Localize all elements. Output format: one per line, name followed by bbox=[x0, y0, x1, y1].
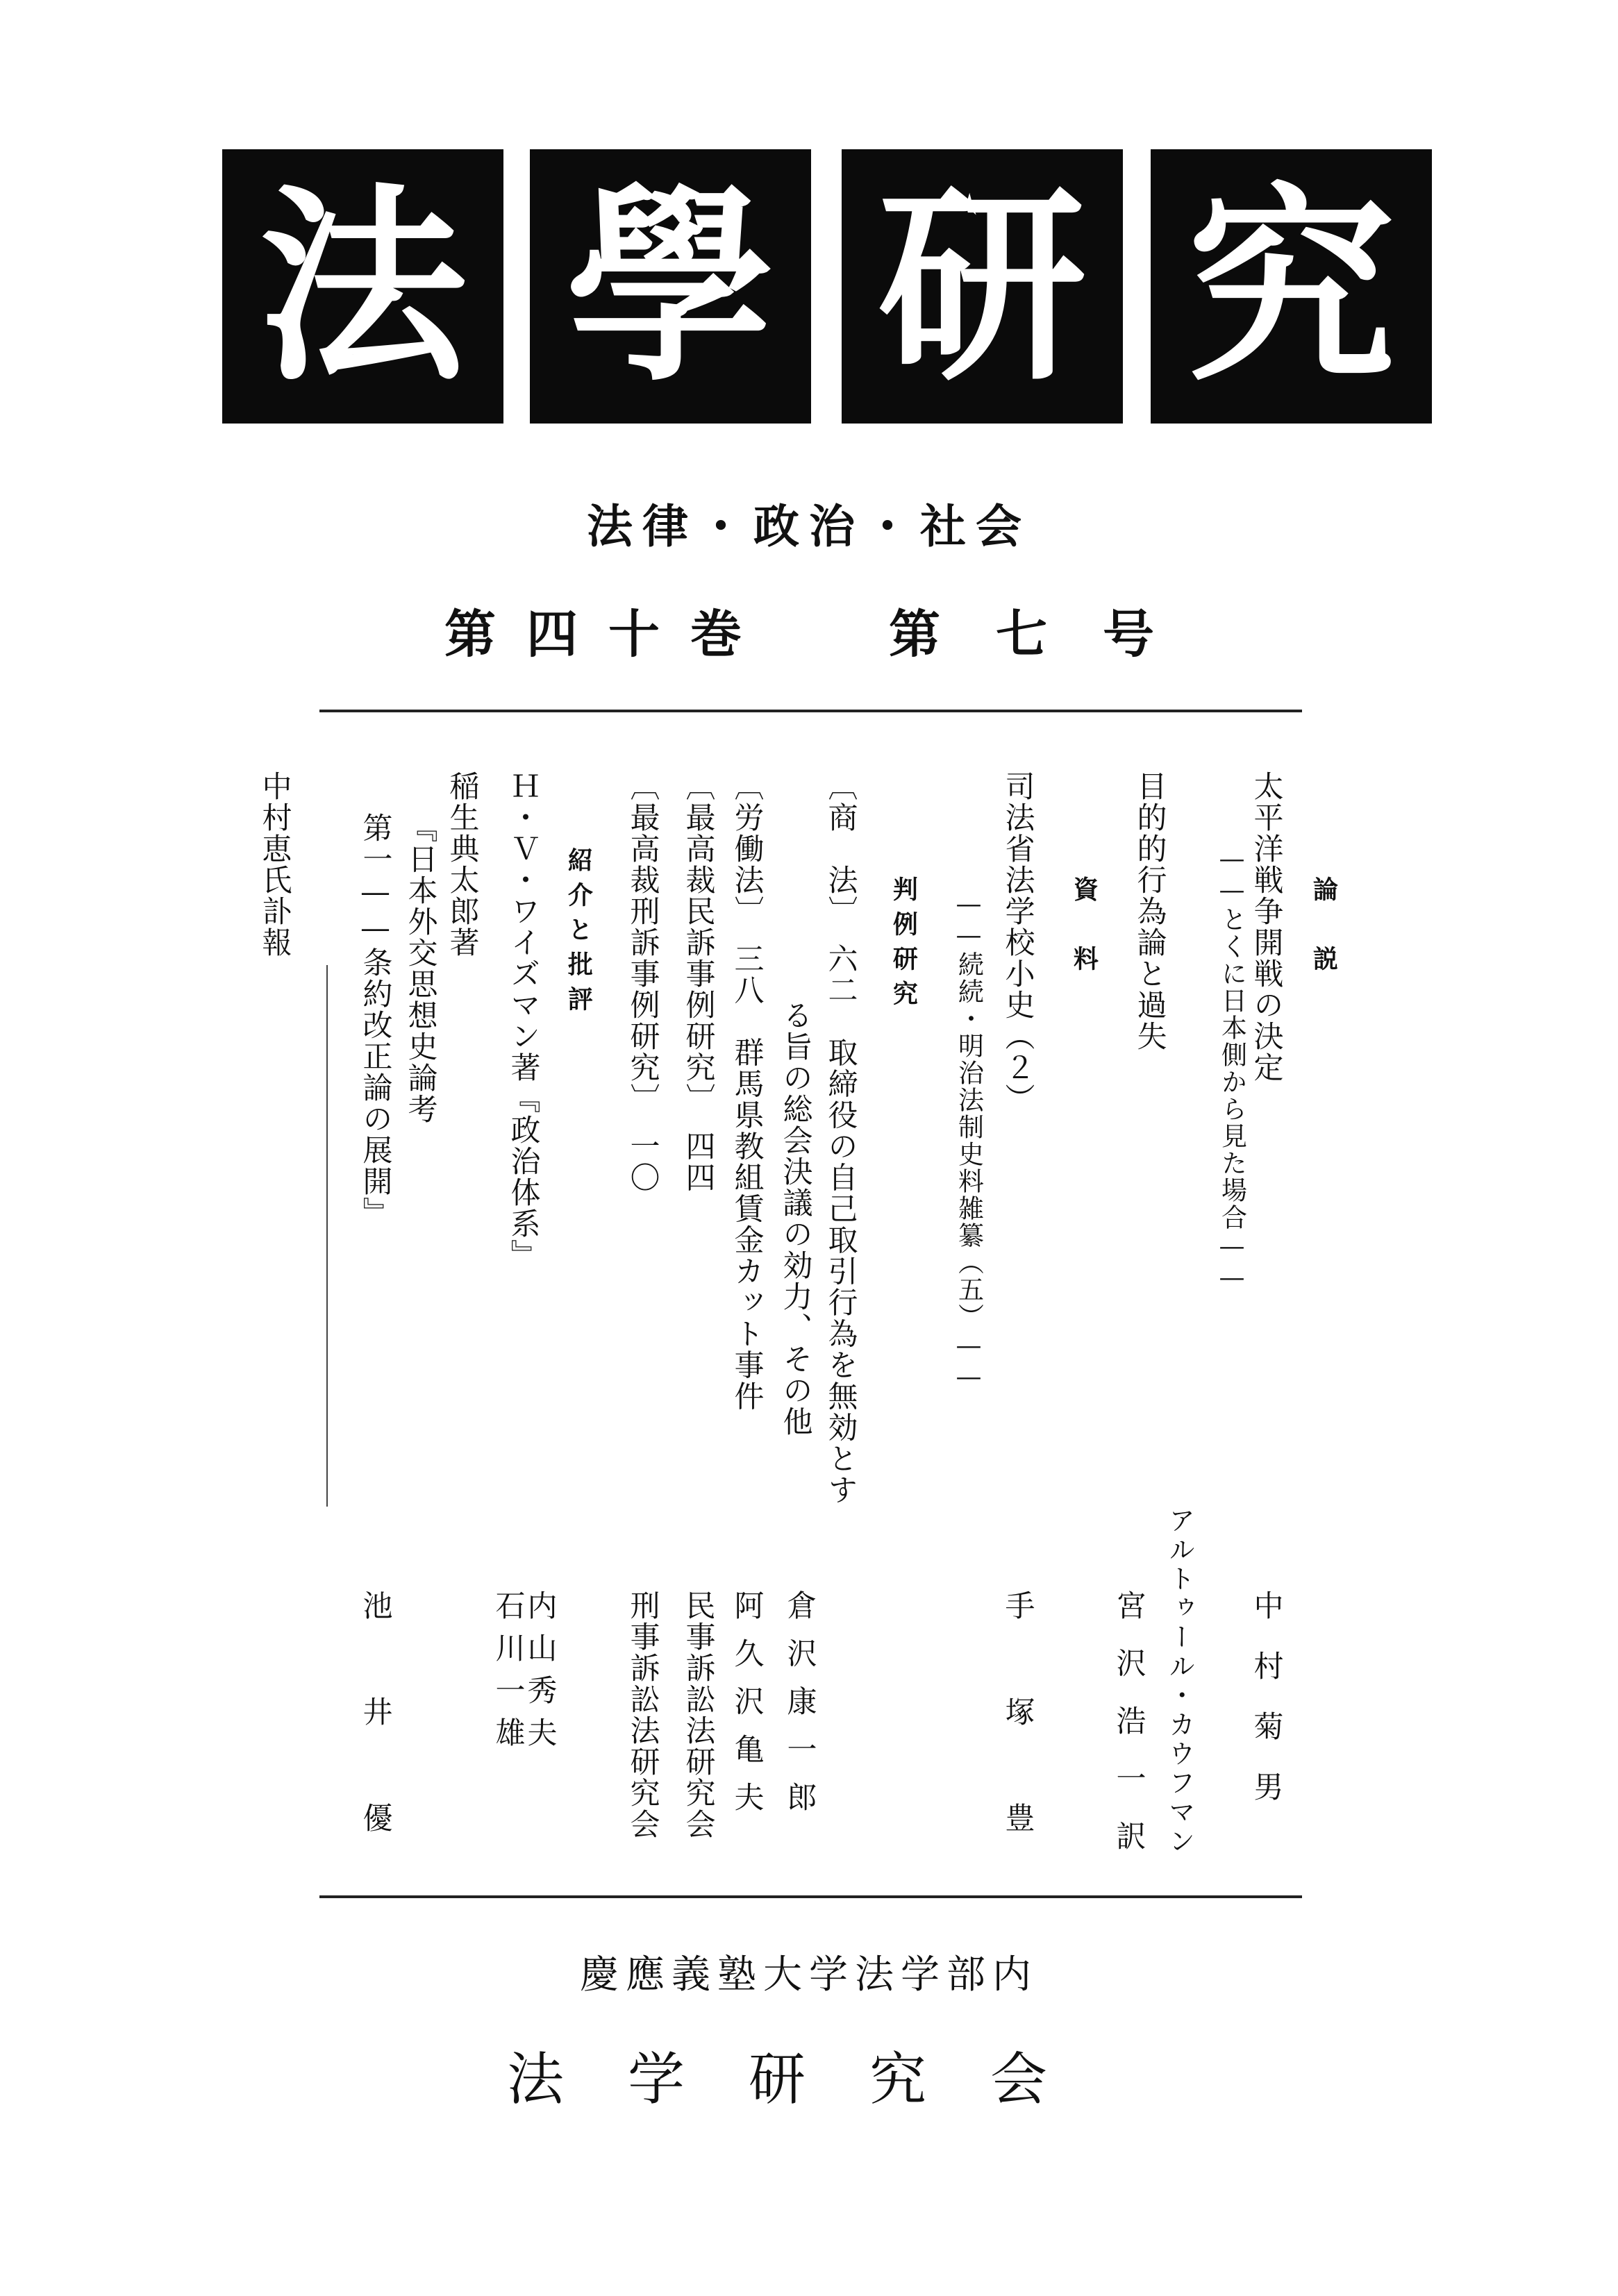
hanrei1-title[interactable]: 〔商 法〕 六二 取締役の自己取引行為を無効とす bbox=[823, 771, 858, 1506]
hanrei4-title[interactable]: 〔最高裁刑訴事例研究〕 一〇 bbox=[625, 771, 660, 1193]
article2-title[interactable]: 目的的行為論と過失 bbox=[1132, 771, 1167, 1052]
obituary-divider bbox=[326, 965, 328, 1507]
top-divider bbox=[319, 710, 1302, 712]
masthead-char-1: 法 bbox=[222, 149, 503, 424]
masthead-char-4: 究 bbox=[1151, 149, 1432, 424]
hanrei1-title-cont: る旨の総会決議の効力、その他 bbox=[778, 1000, 813, 1437]
masthead-char-3: 研 bbox=[842, 149, 1123, 424]
article1-subtitle: ——とくに日本側から見た場合—— bbox=[1217, 844, 1247, 1293]
masthead-char-2: 學 bbox=[530, 149, 811, 424]
review2-reviewer: 池井優 bbox=[358, 1590, 393, 1909]
section-shokai: 紹介と批評 bbox=[564, 847, 593, 1021]
hanrei2-title[interactable]: 〔労働法〕 三八 群馬県教組賃金カット事件 bbox=[729, 771, 765, 1412]
volume-label: 第四十巻 bbox=[444, 605, 772, 664]
hanrei4-author: 刑事訴訟法研究会 bbox=[625, 1590, 660, 1840]
section-ronsetsu: 論 説 bbox=[1309, 876, 1338, 980]
publisher-affiliation: 慶應義塾大学法学部内 bbox=[580, 1952, 1038, 1997]
publisher-name: 法学研究会 bbox=[506, 2047, 1111, 2113]
article3-subtitle: ——続続・明治法制史料雑纂（五）—— bbox=[953, 889, 984, 1393]
hanrei3-title[interactable]: 〔最高裁民訴事例研究〕 四四 bbox=[681, 771, 716, 1193]
number-label: 第七号 bbox=[889, 605, 1210, 664]
bottom-divider bbox=[319, 1895, 1302, 1898]
article3-author: 手塚豊 bbox=[1000, 1590, 1035, 1909]
article1-author: 中村菊男 bbox=[1249, 1590, 1284, 1832]
article1-title[interactable]: 太平洋戦争開戦の決定 bbox=[1249, 771, 1284, 1083]
review2-title-line1[interactable]: 『日本外交思想史論考 bbox=[403, 812, 438, 1125]
article2-author-original: アルトゥール・カウフマン bbox=[1164, 1507, 1195, 1857]
article2-translator: 宮沢浩一訳 bbox=[1111, 1590, 1146, 1878]
review1-author-2: 石川一雄 bbox=[490, 1590, 526, 1759]
review1-title[interactable]: Ｈ・Ｖ・ワイズマン著『政治体系』 bbox=[506, 771, 541, 1271]
review2-title-line2[interactable]: 第一——条約改正論の展開』 bbox=[358, 812, 393, 1228]
hanrei2-author: 阿久沢亀夫 bbox=[729, 1590, 765, 1829]
review1-author-1: 内山秀夫 bbox=[522, 1590, 558, 1759]
obituary-title[interactable]: 中村恵氏訃報 bbox=[257, 771, 292, 958]
article3-title[interactable]: 司法省法学校小史（２） bbox=[1000, 771, 1035, 1114]
journal-subtitle: 法律・政治・社会 bbox=[587, 500, 1031, 553]
section-hanrei: 判例研究 bbox=[889, 876, 918, 1015]
hanrei3-author: 民事訴訟法研究会 bbox=[681, 1590, 716, 1840]
section-shiryo: 資 料 bbox=[1069, 876, 1099, 980]
hanrei1-author: 倉沢康一郎 bbox=[782, 1590, 817, 1829]
review2-author-line: 稲生典太郎著 bbox=[444, 771, 480, 958]
